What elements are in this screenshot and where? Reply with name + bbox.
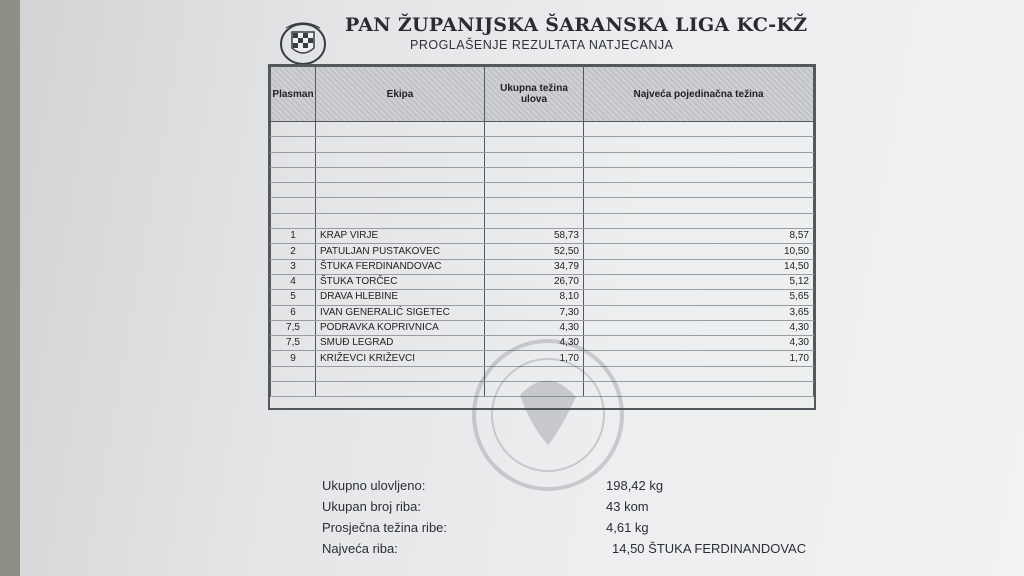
row-total-weight: 8,10: [485, 290, 584, 305]
summary-value: 4,61 kg: [606, 520, 649, 535]
row-total-weight: 58,73: [485, 229, 584, 244]
table-row: [271, 229, 814, 244]
table-row-empty: [271, 152, 814, 167]
row-max-weight: 3,65: [584, 305, 814, 320]
row-max-weight: 1,70: [584, 351, 814, 366]
table-row: [271, 244, 814, 259]
row-total-weight: 4,30: [485, 320, 584, 335]
row-total-weight: 4,30: [485, 336, 584, 351]
table-row-empty: [271, 183, 814, 198]
summary-label: Ukupan broj riba:: [322, 499, 421, 514]
table-row: [271, 259, 814, 274]
row-placement: 3: [271, 259, 316, 274]
row-placement: 9: [271, 351, 316, 366]
row-team: PATULJAN PUSTAKOVEC: [316, 244, 485, 259]
row-max-weight: 5,12: [584, 274, 814, 289]
row-max-weight: 8,57: [584, 229, 814, 244]
row-total-weight: 52,50: [485, 244, 584, 259]
row-team: DRAVA HLEBINE: [316, 290, 485, 305]
row-max-weight: 5,65: [584, 290, 814, 305]
table-row-empty: [271, 213, 814, 228]
column-header-total-weight: Ukupna težina ulova: [485, 67, 584, 122]
summary-row-average-weight: [322, 520, 842, 541]
row-placement: 6: [271, 305, 316, 320]
row-total-weight: 1,70: [485, 351, 584, 366]
row-placement: 2: [271, 244, 316, 259]
table-row-empty: [271, 122, 814, 137]
summary-value: 14,50 ŠTUKA FERDINANDOVAC: [612, 541, 807, 556]
row-total-weight: 7,30: [485, 305, 584, 320]
row-team: IVAN GENERALIĆ SIGETEC: [316, 305, 485, 320]
faded-stamp-icon: [460, 335, 635, 495]
row-team: PODRAVKA KOPRIVNICA: [316, 320, 485, 335]
column-header-max-weight: Najveća pojedinačna težina: [584, 67, 814, 122]
table-row: [271, 290, 814, 305]
row-placement: 5: [271, 290, 316, 305]
row-max-weight: 4,30: [584, 336, 814, 351]
row-max-weight: 10,50: [584, 244, 814, 259]
table-row: [271, 274, 814, 289]
row-total-weight: 34,79: [485, 259, 584, 274]
document-title: PAN ŽUPANIJSKA ŠARANSKA LIGA KC-KŽ: [345, 14, 808, 36]
row-team: SMUĐ LEGRAD: [316, 336, 485, 351]
club-logo-icon: [278, 20, 328, 66]
summary-label: Ukupno ulovljeno:: [322, 478, 426, 493]
row-max-weight: 14,50: [584, 259, 814, 274]
row-team: KRAP VIRJE: [316, 229, 485, 244]
column-header-placement: Plasman: [271, 67, 316, 122]
summary-value: 198,42 kg: [606, 478, 664, 493]
document-subtitle: PROGLAŠENJE REZULTATA NATJECANJA: [410, 38, 674, 52]
column-header-team: Ekipa: [316, 67, 485, 122]
table-row: [271, 320, 814, 335]
summary-label: Prosječna težina ribe:: [322, 520, 448, 535]
summary-row-biggest-fish: [322, 541, 842, 562]
summary-block: [322, 478, 842, 562]
table-row: [271, 305, 814, 320]
row-placement: 7,5: [271, 320, 316, 335]
summary-row-fish-count: [322, 499, 842, 520]
table-row-empty: [271, 137, 814, 152]
row-placement: 1: [271, 229, 316, 244]
paper-sheet: [20, 0, 1024, 576]
row-team: ŠTUKA TORČEC: [316, 274, 485, 289]
summary-value: 43 kom: [606, 499, 649, 514]
table-row-empty: [271, 167, 814, 182]
row-max-weight: 4,30: [584, 320, 814, 335]
table-header-row: [271, 67, 814, 122]
row-team: ŠTUKA FERDINANDOVAC: [316, 259, 485, 274]
summary-label: Najveća riba:: [322, 541, 398, 556]
table-row-empty: [271, 198, 814, 213]
row-total-weight: 26,70: [485, 274, 584, 289]
row-placement: 7,5: [271, 336, 316, 351]
row-team: KRIŽEVCI KRIŽEVCI: [316, 351, 485, 366]
summary-row-total-caught: [322, 478, 842, 499]
row-placement: 4: [271, 274, 316, 289]
